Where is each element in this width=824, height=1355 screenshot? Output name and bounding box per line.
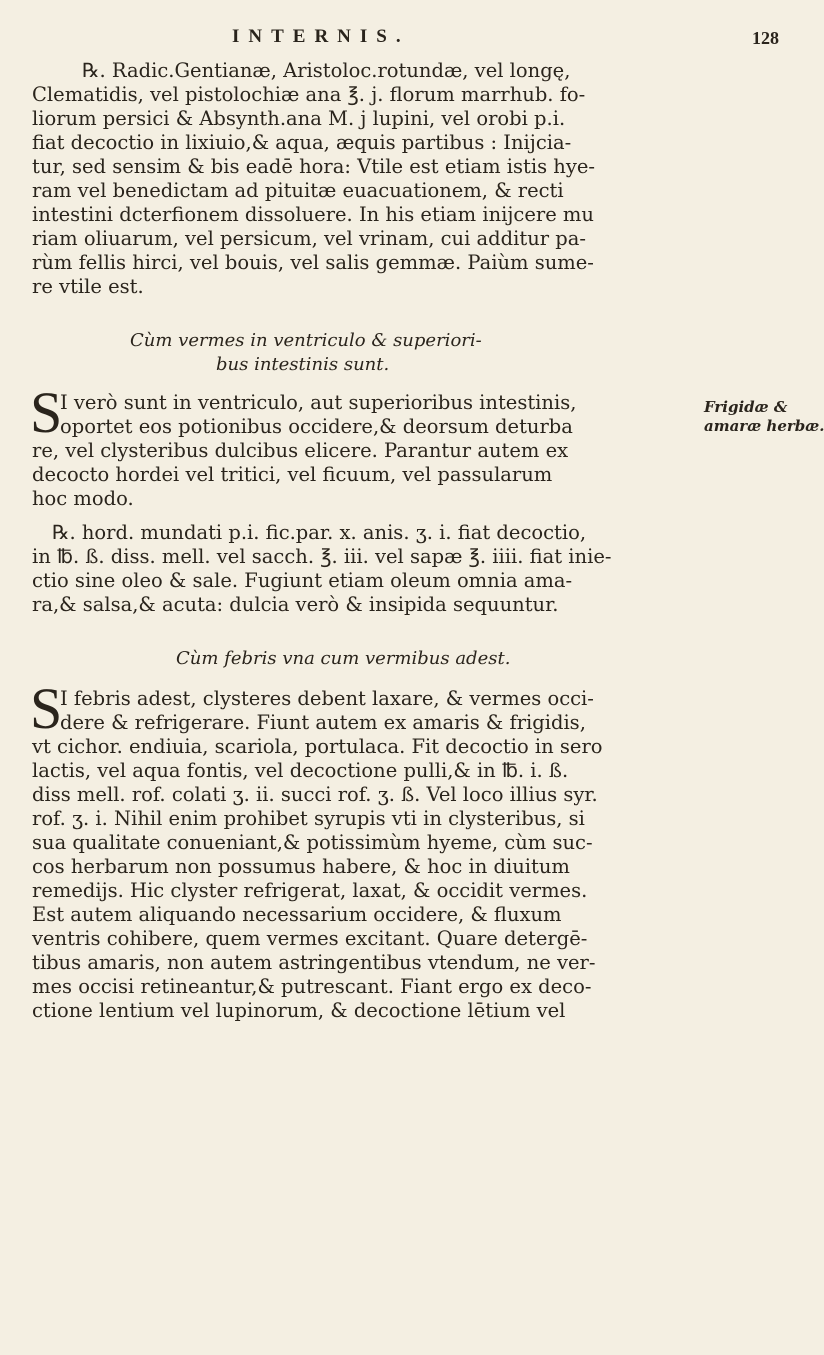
text-line: riam oliuarum, vel persicum, vel vrinam, cui additur pa- [32,227,586,250]
text-line: lactis, vel aqua fontis, vel decoctione pulli,& in ℔. i. ß. [32,759,569,782]
text-line: Est autem aliquando necessarium occidere, & fluxum [32,903,562,926]
text-line: cos herbarum non possumus habere, & hoc in diuitum [32,855,570,878]
page-number: 128 [752,28,779,48]
text-line: remedijs. Hic clyster refrigerat, laxat, & occidit vermes. [32,879,588,902]
text-line: tur, sed sensim & bis eadē hora: Vtile est etiam istis hye- [32,155,595,178]
text-line: intestini dcterfionem dissoluere. In his etiam inijcere mu [32,203,594,226]
text-line: diss mell. rof. colati ʒ. ii. succi rof. ʒ. ß. Vel loco illius syr. [32,783,598,806]
text-line: I verò sunt in ventriculo, aut superioribus intestinis, [60,391,577,414]
text-line: mes occisi retineantur,& putrescant. Fiant ergo ex deco- [32,975,592,998]
text-line: ventris cohibere, quem vermes excitant. Quare detergē- [32,927,588,950]
text-line: vt cichor. endiuia, scariola, portulaca. Fit decoctio in sero [32,735,603,758]
text-line: ram vel benedictam ad pituitæ euacuationem, & recti [32,179,564,202]
text-line: decocto hordei vel tritici, vel ficuum, vel passularum [32,463,553,486]
page-header [0,24,800,54]
margin-note: amaræ herbæ. [704,417,824,435]
text-line: fiat decoctio in lixiuio,& aqua, æquis partibus : Inijcia- [32,131,572,154]
text-line: sua qualitate conueniant,& potissimùm hyeme, cùm suc- [32,831,593,854]
text-line: dere & refrigerare. Fiunt autem ex amaris & frigidis, [60,711,586,734]
text-line: oportet eos potionibus occidere,& deorsum deturba [60,415,573,438]
running-head: INTERNIS. [232,26,410,47]
heading-line: Cùm vermes in ventriculo & superiori- [130,330,482,351]
margin-note: Frigidæ & [704,398,788,416]
text-line: rof. ʒ. i. Nihil enim prohibet syrupis vti in clysteribus, si [32,807,585,830]
text-line: tibus amaris, non autem astringentibus vtendum, ne ver- [32,951,596,974]
text-line: ℞. Radic.Gentianæ, Aristoloc.rotundæ, vel longę, [82,59,571,82]
drop-cap: S [30,380,63,445]
drop-cap: S [30,676,63,741]
text-line: liorum persici & Absynth.ana M. j lupini, vel orobi p.i. [32,107,566,130]
text-line: I febris adest, clysteres debent laxare, & vermes occi- [60,687,594,710]
text-line: re, vel clysteribus dulcibus elicere. Parantur autem ex [32,439,569,462]
text-line: ctione lentium vel lupinorum, & decoctione lētium vel [32,999,566,1022]
text-line: Clematidis, vel pistolochiæ ana ℥. j. florum marrhub. fo- [32,83,586,106]
text-line: ra,& salsa,& acuta: dulcia verò & insipida sequuntur. [32,593,559,616]
text-line: in ℔. ß. diss. mell. vel sacch. ℥. iii. vel sapæ ℥. iiii. fiat inie- [32,545,612,568]
heading-line: bus intestinis sunt. [216,354,390,375]
text-line: hoc modo. [32,487,134,510]
section-heading: Cùm febris vna cum vermibus adest. [176,648,511,669]
text-line: re vtile est. [32,275,144,298]
text-line: ℞. hord. mundati p.i. fic.par. x. anis. ʒ. i. fiat decoctio, [52,521,587,544]
text-line: ctio sine oleo & sale. Fugiunt etiam oleum omnia ama- [32,569,573,592]
text-line: rùm fellis hirci, vel bouis, vel salis gemmæ. Paiùm sume- [32,251,594,274]
